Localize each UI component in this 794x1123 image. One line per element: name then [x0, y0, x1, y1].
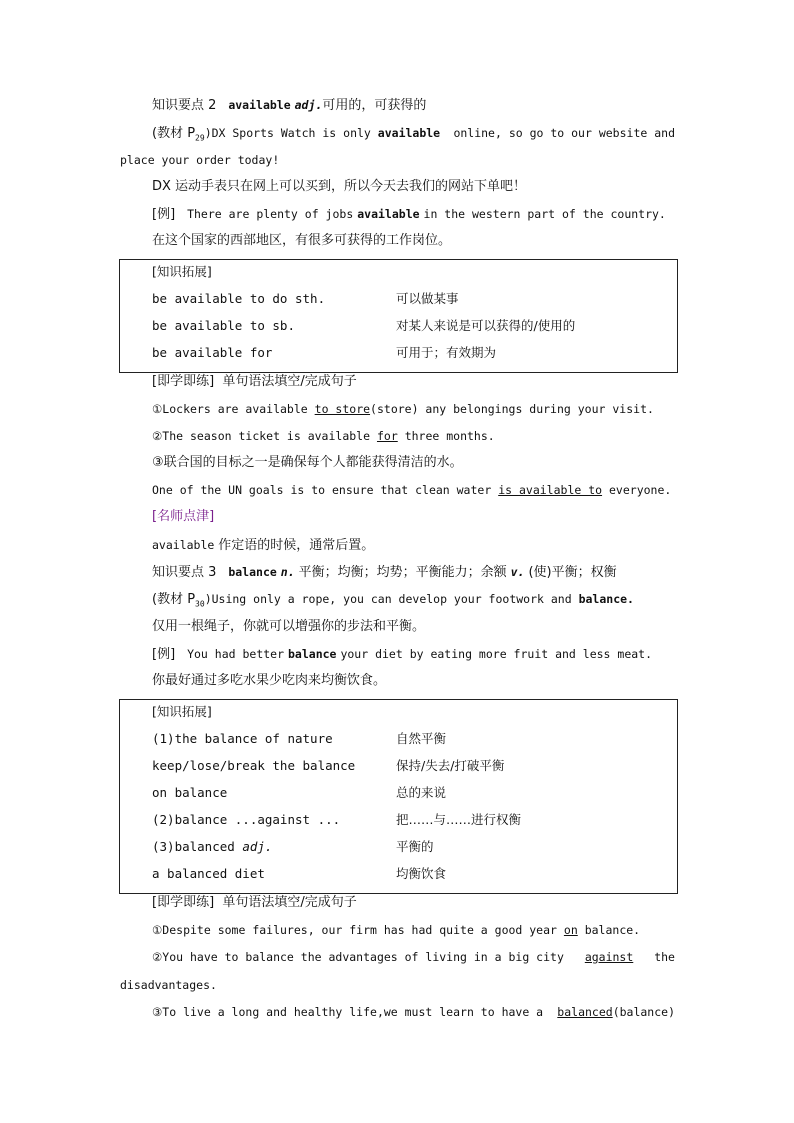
- kp3-example-tag: [例]: [152, 647, 176, 662]
- kp3-expand-row-en: on balance: [152, 785, 228, 800]
- kp2-q3-answer: is available to: [498, 483, 603, 497]
- kp3-example-bold: balance: [288, 647, 337, 661]
- kp2-q3-cn: ③联合国的目标之一是确保每个人都能获得清洁的水。: [152, 455, 463, 470]
- kp2-practice-title: 单句语法填空/完成句子: [222, 374, 357, 389]
- kp3-expand-row-cn: 总的来说: [396, 785, 447, 800]
- kp2-word: available: [228, 98, 291, 112]
- kp3-meaning-v: (使)平衡；权衡: [528, 565, 617, 580]
- kp3-pos-n: n.: [280, 565, 295, 579]
- kp2-tip: [152, 536, 374, 555]
- kp2-tip-text: 作定语的时候，通常后置。: [218, 538, 375, 553]
- kp3-q2-answer: against: [584, 950, 634, 964]
- kp3-expand-row-en: keep/lose/break the balance: [152, 758, 356, 773]
- kp2-q2-post: three months.: [404, 429, 495, 443]
- kp2-example: [152, 205, 666, 224]
- kp2-q2-pre: ②The season ticket is available: [152, 429, 371, 443]
- kp3-q3: [152, 1003, 675, 1021]
- kp2-example-bold: available: [357, 207, 420, 221]
- kp2-expand-row-en: be available to sb.: [152, 318, 295, 333]
- kp2-example-tag: [例]: [152, 207, 176, 222]
- kp2-expand-row-cn: 可以做某事: [396, 291, 459, 306]
- kp3-heading: [152, 563, 617, 582]
- kp3-pos-v: v.: [510, 565, 525, 579]
- kp3-label: 知识要点 3: [152, 565, 217, 580]
- kp2-source-post: )DX Sports Watch is only: [204, 126, 371, 140]
- kp3-source-page: 30: [195, 599, 205, 609]
- kp3-q1-pre: ①Despite some failures, our firm has had quite a good year: [152, 923, 557, 937]
- kp3-expand-row-cn: 自然平衡: [396, 731, 447, 746]
- kp2-q1-pre: ①Lockers are available: [152, 402, 308, 416]
- kp3-word: balance: [228, 565, 277, 579]
- kp2-practice-heading: [152, 373, 357, 391]
- kp2-q3-pre: One of the UN goals is to ensure that clean water: [152, 483, 492, 497]
- kp3-expand-row-cn: 保持/失去/打破平衡: [396, 758, 505, 773]
- kp3-translation: 仅用一根绳子，你就可以增强你的步法和平衡。: [152, 619, 426, 634]
- kp3-expand-row-word: (3)balanced: [152, 839, 235, 854]
- kp2-source-line1: [152, 124, 675, 147]
- kp2-source-line2: place your order today!: [120, 153, 280, 167]
- kp3-q1-post: balance.: [584, 923, 641, 937]
- kp3-source: [152, 590, 634, 613]
- kp2-q1-post: (store) any belongings during your visit.: [370, 402, 654, 416]
- kp3-q2-pre: ②You have to balance the advantages of living in a big city: [152, 950, 564, 964]
- kp3-expand-box: [119, 699, 678, 894]
- kp3-practice-heading: [152, 894, 357, 912]
- kp3-practice-title: 单句语法填空/完成句子: [222, 895, 357, 910]
- kp3-expand-row-en: (2)balance ...against ...: [152, 812, 341, 827]
- kp2-heading: [152, 96, 426, 115]
- kp2-expand-title: [知识拓展]: [152, 264, 212, 279]
- kp3-q3-pre: ③To live a long and healthy life,we must learn to have a: [152, 1005, 544, 1019]
- kp3-meaning-n: 平衡；均衡；均势；平衡能力；余额: [298, 565, 507, 580]
- kp3-q1: [152, 921, 640, 939]
- kp3-source-post: )Using only a rope, you can develop your footwork and: [204, 592, 572, 606]
- kp2-q1: [152, 400, 654, 418]
- kp2-source-rest1: online, so go to our website and: [453, 126, 675, 140]
- kp2-q2: [152, 427, 495, 445]
- kp3-expand-row-cn: 平衡的: [396, 839, 434, 854]
- kp3-example-cn: 你最好通过多吃水果少吃肉来均衡饮食。: [152, 673, 387, 688]
- kp2-translation: DX 运动手表只在网上可以买到，所以今天去我们的网站下单吧！: [152, 179, 527, 194]
- kp2-source-page: 29: [195, 133, 205, 143]
- kp3-expand-row-en: a balanced diet: [152, 866, 265, 881]
- kp2-example-post: in the western part of the country.: [423, 207, 666, 221]
- kp3-q3-post: (balance): [612, 1005, 675, 1019]
- kp2-expand-row-en: be available to do sth.: [152, 291, 326, 306]
- kp2-example-pre: There are plenty of jobs: [187, 207, 354, 221]
- kp2-label: 知识要点 2: [152, 98, 217, 113]
- kp2-expand-box: [119, 259, 678, 373]
- kp2-source-pre: (教材 P: [152, 126, 196, 141]
- kp3-q2-post: the: [654, 950, 675, 964]
- kp3-expand-row-cn: 把……与……进行权衡: [396, 812, 522, 827]
- kp2-q1-answer: to store: [314, 402, 371, 416]
- kp3-q1-answer: on: [563, 923, 578, 937]
- kp2-tip-tag: [名师点津]: [152, 509, 215, 524]
- kp2-expand-row-en: be available for: [152, 345, 273, 360]
- kp3-source-bold: balance.: [578, 592, 634, 606]
- kp3-example-post: your diet by eating more fruit and less meat.: [340, 647, 653, 661]
- kp3-example-pre: You had better: [187, 647, 285, 661]
- kp3-expand-row-cn: 均衡饮食: [396, 866, 447, 881]
- kp2-q3: [152, 481, 671, 499]
- kp2-meaning: 可用的，可获得的: [322, 98, 427, 113]
- kp3-q3-answer: balanced: [557, 1005, 613, 1019]
- kp3-expand-title: [知识拓展]: [152, 704, 212, 719]
- kp3-example: [152, 645, 652, 664]
- kp2-q2-answer: for: [376, 429, 398, 443]
- kp3-practice-tag: [即学即练]: [152, 895, 215, 910]
- kp2-example-cn: 在这个国家的西部地区，有很多可获得的工作岗位。: [152, 233, 452, 248]
- kp2-tip-word: available: [152, 538, 215, 552]
- kp2-q3-post: everyone.: [609, 483, 672, 497]
- kp3-q2: [152, 948, 675, 966]
- kp3-expand-row-en: [152, 838, 272, 856]
- kp3-source-pre: (教材 P: [152, 592, 196, 607]
- kp2-expand-row-cn: 可用于；有效期为: [396, 345, 497, 360]
- kp3-expand-row-pos: adj.: [242, 839, 273, 854]
- kp2-practice-tag: [即学即练]: [152, 374, 215, 389]
- kp2-source-bold: available: [377, 126, 441, 140]
- kp3-expand-row-en: (1)the balance of nature: [152, 731, 333, 746]
- kp3-q2-cont: disadvantages.: [120, 978, 217, 992]
- kp2-expand-row-cn: 对某人来说是可以获得的/使用的: [396, 318, 576, 333]
- kp2-pos: adj.: [294, 98, 323, 112]
